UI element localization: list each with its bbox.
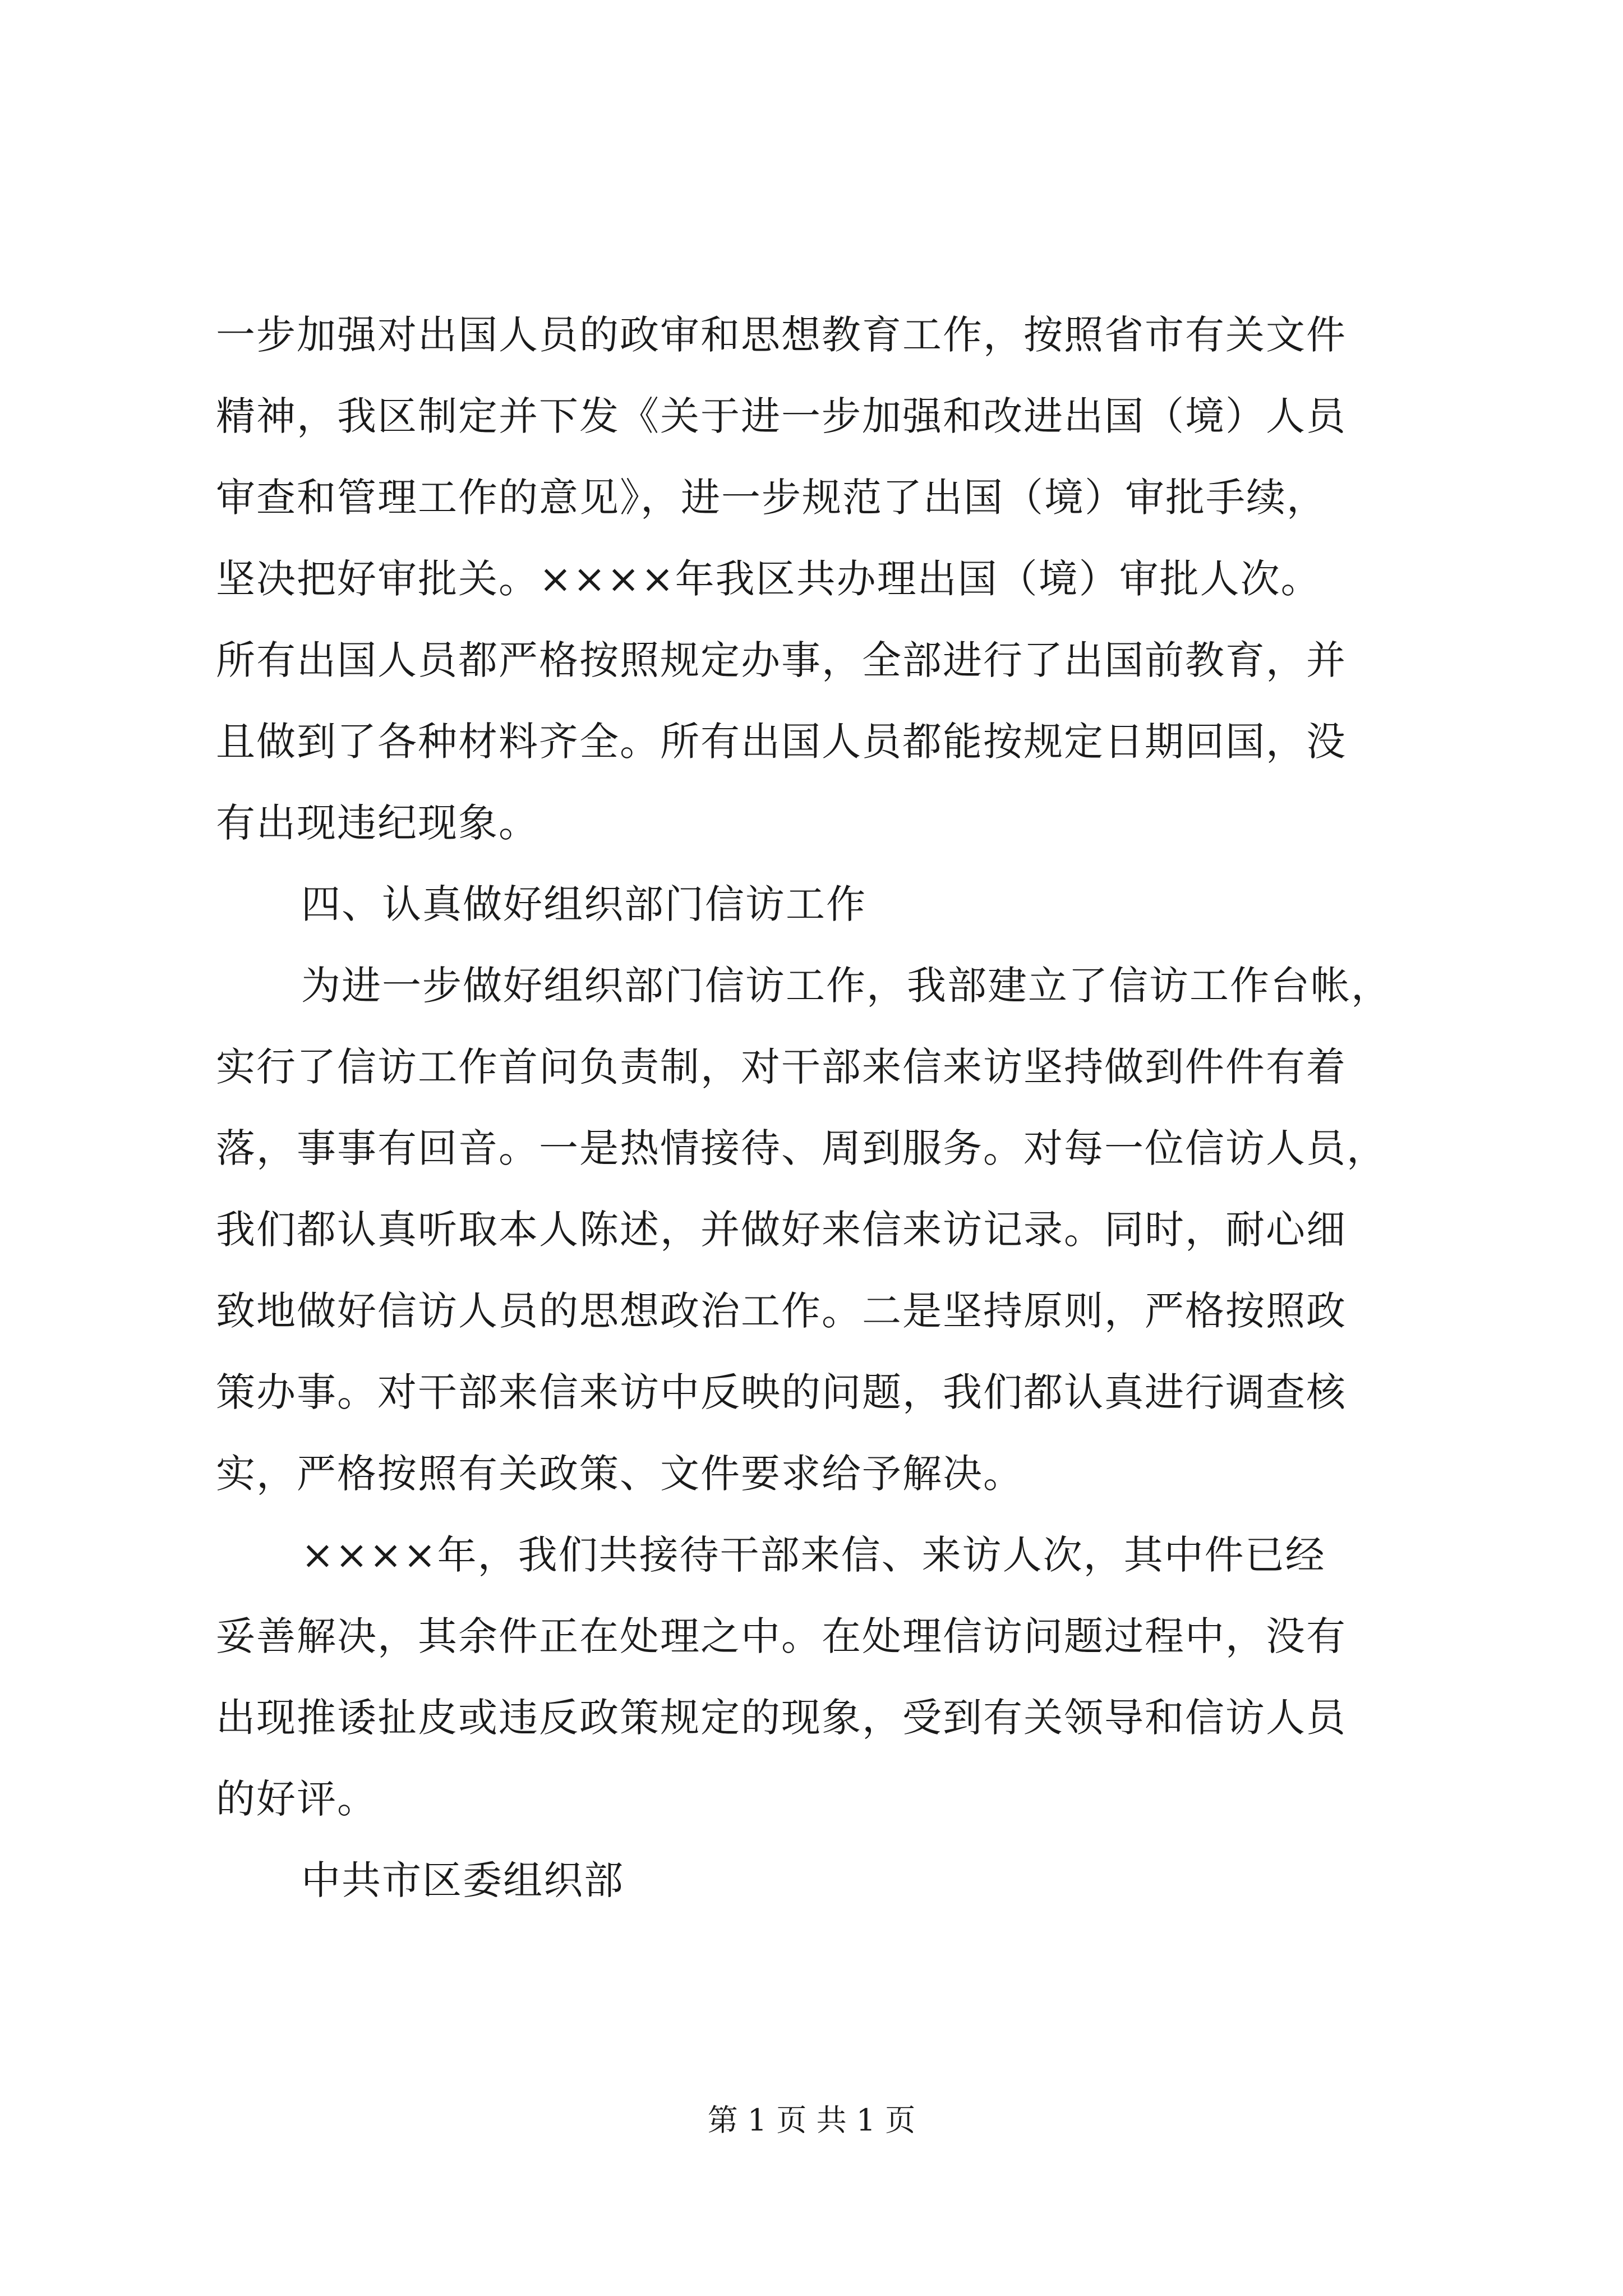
text-line: 有出现违纪现象。 [216, 800, 539, 846]
page-footer [0, 2101, 1623, 2140]
paragraph [216, 945, 1416, 1515]
paragraph [216, 1515, 1416, 1840]
text-line: 坚决把好审批关。××××年我区共办理出国（境）审批人次。 [216, 556, 1321, 602]
text-line: 审查和管理工作的意见》，进一步规范了出国（境）审批手续， [216, 475, 1327, 521]
text-line: 出现推诿扯皮或违反政策规定的现象，受到有关领导和信访人员 [216, 1695, 1347, 1741]
text-line: 实行了信访工作首问负责制，对干部来信来访坚持做到件件有着 [216, 1044, 1347, 1090]
text-line: 落，事事有回音。一是热情接待、周到服务。对每一位信访人员， [216, 1125, 1387, 1171]
paragraph [216, 295, 1416, 864]
document-body [216, 295, 1416, 1921]
text-line: 一步加强对出国人员的政审和思想教育工作，按照省市有关文件 [216, 312, 1347, 358]
text-line: 策办事。对干部来信来访中反映的问题，我们都认真进行调查核 [216, 1369, 1347, 1415]
text-line: 实，严格按照有关政策、文件要求给予解决。 [216, 1451, 1023, 1497]
text-line: 妥善解决，其余件正在处理之中。在处理信访问题过程中，没有 [216, 1613, 1347, 1659]
text-line: 的好评。 [216, 1776, 377, 1822]
section-heading [216, 864, 1416, 945]
text-line: 致地做好信访人员的思想政治工作。二是坚持原则，严格按照政 [216, 1288, 1347, 1334]
text-line: ××××年，我们共接待干部来信、来访人次，其中件已经 [301, 1532, 1326, 1578]
page-number-label: 第 1 页 共 1 页 [707, 2102, 916, 2138]
signature-organization: 中共市区委组织部 [301, 1857, 624, 1903]
text-line: 精神，我区制定并下发《关于进一步加强和改进出国（境）人员 [216, 393, 1347, 439]
text-line: 所有出国人员都严格按照规定办事，全部进行了出国前教育，并 [216, 637, 1347, 683]
signature-block [216, 1840, 1416, 1921]
section-heading-text: 四、认真做好组织部门信访工作 [301, 881, 866, 927]
text-line: 为进一步做好组织部门信访工作，我部建立了信访工作台帐， [301, 963, 1391, 1009]
text-line: 且做到了各种材料齐全。所有出国人员都能按规定日期回国，没 [216, 719, 1347, 765]
text-line: 我们都认真听取本人陈述，并做好来信来访记录。同时，耐心细 [216, 1207, 1347, 1253]
